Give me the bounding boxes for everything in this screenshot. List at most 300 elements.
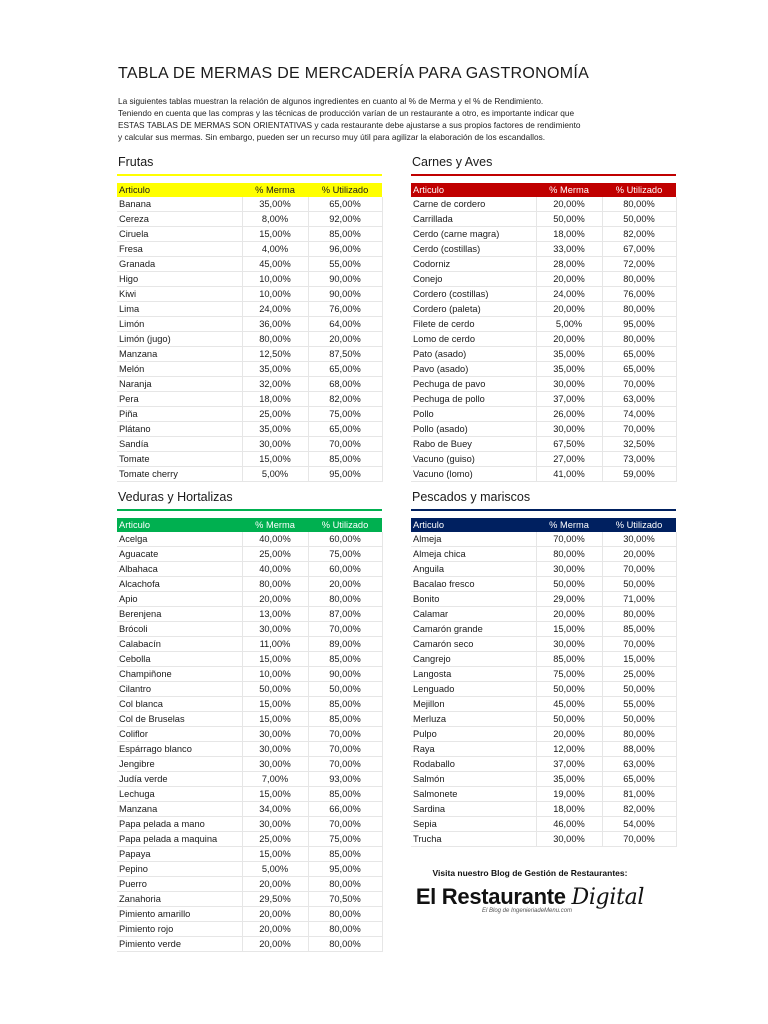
table-row — [117, 817, 382, 832]
table-row — [117, 577, 382, 592]
item-name: Cereza — [117, 212, 242, 227]
utilizado-value: 67,00% — [602, 242, 676, 257]
merma-value: 40,00% — [242, 562, 308, 577]
table-row — [117, 392, 382, 407]
section-underline — [411, 509, 676, 511]
item-name: Carne de cordero — [411, 197, 536, 212]
utilizado-value: 65,00% — [602, 772, 676, 787]
table-row — [411, 392, 676, 407]
item-name: Trucha — [411, 832, 536, 847]
table-header-row — [411, 183, 676, 197]
intro-line: Teniendo en cuenta que las compras y las técnicas de producción varían de un restaurante a otro, es importante indicar que — [118, 108, 575, 118]
item-name: Sandía — [117, 437, 242, 452]
merma-value: 24,00% — [536, 287, 602, 302]
table-row — [117, 377, 382, 392]
item-name: Conejo — [411, 272, 536, 287]
table-header-row — [117, 183, 382, 197]
utilizado-value: 70,50% — [308, 892, 382, 907]
item-name: Sardina — [411, 802, 536, 817]
table-row — [411, 652, 676, 667]
item-name: Papa pelada a mano — [117, 817, 242, 832]
column-header-merma: % Merma — [549, 185, 589, 195]
section-title: Pescados y mariscos — [412, 490, 531, 504]
table-row — [411, 562, 676, 577]
item-name: Rabo de Buey — [411, 437, 536, 452]
table-row — [117, 287, 382, 302]
item-name: Pollo (asado) — [411, 422, 536, 437]
item-name: Naranja — [117, 377, 242, 392]
table-row — [117, 892, 382, 907]
utilizado-value: 70,00% — [602, 832, 676, 847]
utilizado-value: 70,00% — [602, 377, 676, 392]
merma-value: 15,00% — [242, 712, 308, 727]
utilizado-value: 70,00% — [308, 742, 382, 757]
utilizado-value: 65,00% — [308, 362, 382, 377]
item-name: Acelga — [117, 532, 242, 547]
merma-value: 30,00% — [242, 757, 308, 772]
table-row — [411, 287, 676, 302]
utilizado-value: 95,00% — [308, 862, 382, 877]
merma-value: 18,00% — [242, 392, 308, 407]
section-title: Veduras y Hortalizas — [118, 490, 233, 504]
utilizado-value: 70,00% — [308, 622, 382, 637]
utilizado-value: 55,00% — [308, 257, 382, 272]
utilizado-value: 92,00% — [308, 212, 382, 227]
merma-value: 50,00% — [242, 682, 308, 697]
merma-value: 80,00% — [242, 332, 308, 347]
utilizado-value: 64,00% — [308, 317, 382, 332]
item-name: Banana — [117, 197, 242, 212]
table-row — [411, 302, 676, 317]
table-row — [117, 302, 382, 317]
merma-value: 30,00% — [242, 742, 308, 757]
column-header-merma: % Merma — [255, 185, 295, 195]
table-row — [117, 757, 382, 772]
brand-script: Digital — [571, 885, 645, 910]
column-header-merma: % Merma — [255, 520, 295, 530]
table-row — [117, 592, 382, 607]
table-row — [117, 532, 382, 547]
merma-value: 30,00% — [242, 437, 308, 452]
merma-value: 5,00% — [536, 317, 602, 332]
brand-subtitle: El Blog de IngenieriadeMenu.com — [482, 908, 573, 914]
item-name: Tomate cherry — [117, 467, 242, 482]
utilizado-value: 50,00% — [602, 577, 676, 592]
column-header-utilizado: % Utilizado — [321, 520, 369, 530]
table-row — [411, 637, 676, 652]
merma-value: 27,00% — [536, 452, 602, 467]
pescados-table — [411, 518, 677, 847]
utilizado-value: 80,00% — [308, 937, 382, 952]
utilizado-value: 76,00% — [308, 302, 382, 317]
item-name: Espárrago blanco — [117, 742, 242, 757]
item-name: Salmonete — [411, 787, 536, 802]
utilizado-value: 80,00% — [602, 727, 676, 742]
utilizado-value: 95,00% — [308, 467, 382, 482]
item-name: Lomo de cerdo — [411, 332, 536, 347]
table-row — [117, 787, 382, 802]
item-name: Vacuno (lomo) — [411, 467, 536, 482]
item-name: Calabacín — [117, 637, 242, 652]
utilizado-value: 87,00% — [308, 607, 382, 622]
item-name: Bacalao fresco — [411, 577, 536, 592]
utilizado-value: 82,00% — [602, 227, 676, 242]
merma-value: 35,00% — [242, 422, 308, 437]
merma-value: 50,00% — [536, 577, 602, 592]
table-row — [117, 547, 382, 562]
blog-promo — [410, 868, 650, 914]
utilizado-value: 30,00% — [602, 532, 676, 547]
item-name: Almeja chica — [411, 547, 536, 562]
merma-value: 40,00% — [242, 532, 308, 547]
item-name: Sepia — [411, 817, 536, 832]
merma-value: 20,00% — [242, 937, 308, 952]
item-name: Lechuga — [117, 787, 242, 802]
utilizado-value: 80,00% — [308, 907, 382, 922]
table-row — [117, 347, 382, 362]
column-header-articulo: Articulo — [119, 520, 151, 530]
utilizado-value: 80,00% — [602, 272, 676, 287]
merma-value: 36,00% — [242, 317, 308, 332]
item-name: Codorniz — [411, 257, 536, 272]
merma-value: 37,00% — [536, 392, 602, 407]
utilizado-value: 85,00% — [308, 227, 382, 242]
item-name: Fresa — [117, 242, 242, 257]
table-row — [411, 772, 676, 787]
item-name: Pulpo — [411, 727, 536, 742]
table-row — [117, 832, 382, 847]
merma-value: 30,00% — [536, 637, 602, 652]
merma-value: 5,00% — [242, 467, 308, 482]
item-name: Vacuno (guiso) — [411, 452, 536, 467]
intro-line: y calcular sus mermas. Sin embargo, pueden ser un recurso muy útil para agilizar la elaboración de los escandallos. — [118, 132, 546, 142]
table-row — [411, 532, 676, 547]
merma-value: 32,00% — [242, 377, 308, 392]
item-name: Cerdo (costillas) — [411, 242, 536, 257]
item-name: Albahaca — [117, 562, 242, 577]
merma-value: 45,00% — [242, 257, 308, 272]
utilizado-value: 63,00% — [602, 392, 676, 407]
frutas-table — [117, 183, 383, 482]
brand-name: El Restaurante — [415, 884, 566, 909]
section-underline — [117, 174, 382, 176]
utilizado-value: 80,00% — [602, 302, 676, 317]
utilizado-value: 32,50% — [602, 437, 676, 452]
merma-value: 50,00% — [536, 682, 602, 697]
table-row — [411, 697, 676, 712]
item-name: Kiwi — [117, 287, 242, 302]
item-name: Melón — [117, 362, 242, 377]
merma-value: 4,00% — [242, 242, 308, 257]
table-row — [411, 437, 676, 452]
merma-value: 25,00% — [242, 547, 308, 562]
merma-value: 41,00% — [536, 467, 602, 482]
table-row — [411, 452, 676, 467]
utilizado-value: 55,00% — [602, 697, 676, 712]
section-title: Frutas — [118, 155, 154, 169]
item-name: Pera — [117, 392, 242, 407]
merma-value: 10,00% — [242, 272, 308, 287]
table-row — [411, 332, 676, 347]
utilizado-value: 95,00% — [602, 317, 676, 332]
merma-value: 18,00% — [536, 802, 602, 817]
merma-value: 30,00% — [536, 377, 602, 392]
merma-value: 24,00% — [242, 302, 308, 317]
merma-value: 30,00% — [242, 622, 308, 637]
item-name: Puerro — [117, 877, 242, 892]
table-row — [411, 682, 676, 697]
utilizado-value: 50,00% — [602, 712, 676, 727]
promo-text: Visita nuestro Blog de Gestión de Restaurantes: — [432, 868, 628, 878]
item-name: Pimiento rojo — [117, 922, 242, 937]
table-row — [117, 877, 382, 892]
table-row — [117, 272, 382, 287]
table-row — [411, 272, 676, 287]
utilizado-value: 70,00% — [602, 562, 676, 577]
merma-value: 15,00% — [242, 227, 308, 242]
item-name: Alcachofa — [117, 577, 242, 592]
utilizado-value: 71,00% — [602, 592, 676, 607]
table-row — [117, 907, 382, 922]
carnes-table — [411, 183, 677, 482]
merma-value: 35,00% — [536, 362, 602, 377]
table-header-row — [411, 518, 676, 532]
item-name: Cordero (costillas) — [411, 287, 536, 302]
item-name: Manzana — [117, 347, 242, 362]
item-name: Pimiento amarillo — [117, 907, 242, 922]
table-row — [117, 727, 382, 742]
merma-value: 20,00% — [536, 727, 602, 742]
item-name: Rodaballo — [411, 757, 536, 772]
utilizado-value: 50,00% — [602, 212, 676, 227]
item-name: Papa pelada a maquina — [117, 832, 242, 847]
merma-value: 28,00% — [536, 257, 602, 272]
table-row — [411, 317, 676, 332]
table-row — [117, 362, 382, 377]
utilizado-value: 85,00% — [308, 787, 382, 802]
table-row — [411, 817, 676, 832]
item-name: Filete de cerdo — [411, 317, 536, 332]
item-name: Pato (asado) — [411, 347, 536, 362]
table-row — [117, 562, 382, 577]
table-row — [411, 592, 676, 607]
merma-value: 8,00% — [242, 212, 308, 227]
merma-value: 35,00% — [536, 347, 602, 362]
merma-value: 45,00% — [536, 697, 602, 712]
item-name: Almeja — [411, 532, 536, 547]
merma-value: 46,00% — [536, 817, 602, 832]
utilizado-value: 85,00% — [308, 712, 382, 727]
table-row — [117, 242, 382, 257]
utilizado-value: 50,00% — [602, 682, 676, 697]
item-name: Pollo — [411, 407, 536, 422]
table-row — [117, 197, 382, 212]
item-name: Tomate — [117, 452, 242, 467]
table-row — [117, 922, 382, 937]
table-row — [411, 607, 676, 622]
table-header-row — [117, 518, 382, 532]
utilizado-value: 66,00% — [308, 802, 382, 817]
intro-line: ESTAS TABLAS DE MERMAS SON ORIENTATIVAS y cada restaurante debe ajustarse a sus propios factores de rendimiento — [118, 120, 581, 130]
merma-value: 15,00% — [242, 452, 308, 467]
merma-value: 35,00% — [536, 772, 602, 787]
table-row — [117, 697, 382, 712]
merma-value: 15,00% — [242, 787, 308, 802]
column-header-utilizado: % Utilizado — [321, 185, 369, 195]
utilizado-value: 65,00% — [602, 347, 676, 362]
table-row — [117, 742, 382, 757]
table-row — [117, 682, 382, 697]
table-row — [411, 547, 676, 562]
table-row — [117, 317, 382, 332]
item-name: Apio — [117, 592, 242, 607]
utilizado-value: 81,00% — [602, 787, 676, 802]
item-name: Jengibre — [117, 757, 242, 772]
merma-value: 50,00% — [536, 212, 602, 227]
utilizado-value: 75,00% — [308, 407, 382, 422]
utilizado-value: 59,00% — [602, 467, 676, 482]
utilizado-value: 70,00% — [602, 637, 676, 652]
table-row — [411, 407, 676, 422]
table-row — [117, 257, 382, 272]
item-name: Col de Bruselas — [117, 712, 242, 727]
utilizado-value: 65,00% — [308, 197, 382, 212]
carnes-section — [411, 155, 676, 482]
utilizado-value: 70,00% — [308, 757, 382, 772]
merma-value: 30,00% — [242, 727, 308, 742]
table-row — [411, 832, 676, 847]
merma-value: 20,00% — [536, 332, 602, 347]
table-row — [117, 452, 382, 467]
column-header-utilizado: % Utilizado — [615, 520, 663, 530]
utilizado-value: 25,00% — [602, 667, 676, 682]
table-row — [117, 437, 382, 452]
merma-value: 35,00% — [242, 362, 308, 377]
table-row — [117, 332, 382, 347]
utilizado-value: 60,00% — [308, 532, 382, 547]
table-row — [411, 377, 676, 392]
utilizado-value: 65,00% — [602, 362, 676, 377]
utilizado-value: 15,00% — [602, 652, 676, 667]
item-name: Limón — [117, 317, 242, 332]
merma-value: 34,00% — [242, 802, 308, 817]
merma-value: 25,00% — [242, 832, 308, 847]
table-row — [117, 847, 382, 862]
merma-value: 10,00% — [242, 287, 308, 302]
utilizado-value: 85,00% — [308, 697, 382, 712]
merma-value: 19,00% — [536, 787, 602, 802]
utilizado-value: 73,00% — [602, 452, 676, 467]
item-name: Coliflor — [117, 727, 242, 742]
item-name: Aguacate — [117, 547, 242, 562]
utilizado-value: 20,00% — [602, 547, 676, 562]
verduras-section — [117, 490, 382, 952]
column-header-articulo: Articulo — [413, 185, 445, 195]
item-name: Raya — [411, 742, 536, 757]
utilizado-value: 85,00% — [602, 622, 676, 637]
utilizado-value: 60,00% — [308, 562, 382, 577]
table-row — [117, 212, 382, 227]
utilizado-value: 20,00% — [308, 577, 382, 592]
item-name: Manzana — [117, 802, 242, 817]
table-row — [411, 667, 676, 682]
table-row — [117, 622, 382, 637]
merma-value: 13,00% — [242, 607, 308, 622]
column-header-merma: % Merma — [549, 520, 589, 530]
table-row — [411, 227, 676, 242]
section-underline — [117, 509, 382, 511]
item-name: Champiñone — [117, 667, 242, 682]
item-name: Pepino — [117, 862, 242, 877]
utilizado-value: 20,00% — [308, 332, 382, 347]
item-name: Pechuga de pavo — [411, 377, 536, 392]
merma-value: 75,00% — [536, 667, 602, 682]
merma-value: 20,00% — [242, 907, 308, 922]
brand-logo[interactable] — [410, 884, 650, 910]
item-name: Pavo (asado) — [411, 362, 536, 377]
table-row — [117, 227, 382, 242]
utilizado-value: 70,00% — [308, 727, 382, 742]
utilizado-value: 85,00% — [308, 652, 382, 667]
table-row — [411, 727, 676, 742]
item-name: Berenjena — [117, 607, 242, 622]
item-name: Camarón grande — [411, 622, 536, 637]
item-name: Ciruela — [117, 227, 242, 242]
utilizado-value: 93,00% — [308, 772, 382, 787]
utilizado-value: 76,00% — [602, 287, 676, 302]
merma-value: 25,00% — [242, 407, 308, 422]
intro-line: La siguientes tablas muestran la relación de algunos ingredientes en cuanto al % de Merma y el % de Rendimiento. — [118, 96, 544, 106]
merma-value: 20,00% — [536, 607, 602, 622]
merma-value: 67,50% — [536, 437, 602, 452]
merma-value: 29,50% — [242, 892, 308, 907]
item-name: Cerdo (carne magra) — [411, 227, 536, 242]
utilizado-value: 87,50% — [308, 347, 382, 362]
item-name: Cangrejo — [411, 652, 536, 667]
item-name: Lenguado — [411, 682, 536, 697]
table-row — [117, 607, 382, 622]
utilizado-value: 65,00% — [308, 422, 382, 437]
item-name: Papaya — [117, 847, 242, 862]
table-row — [117, 802, 382, 817]
merma-value: 35,00% — [242, 197, 308, 212]
merma-value: 15,00% — [242, 652, 308, 667]
item-name: Judía verde — [117, 772, 242, 787]
merma-value: 20,00% — [242, 877, 308, 892]
merma-value: 7,00% — [242, 772, 308, 787]
table-row — [411, 467, 676, 482]
item-name: Pechuga de pollo — [411, 392, 536, 407]
item-name: Col blanca — [117, 697, 242, 712]
merma-value: 85,00% — [536, 652, 602, 667]
item-name: Merluza — [411, 712, 536, 727]
table-row — [117, 772, 382, 787]
utilizado-value: 74,00% — [602, 407, 676, 422]
table-row — [411, 622, 676, 637]
utilizado-value: 63,00% — [602, 757, 676, 772]
table-row — [411, 212, 676, 227]
table-row — [411, 802, 676, 817]
item-name: Mejillon — [411, 697, 536, 712]
table-row — [117, 667, 382, 682]
table-row — [411, 787, 676, 802]
item-name: Bonito — [411, 592, 536, 607]
item-name: Anguila — [411, 562, 536, 577]
item-name: Plátano — [117, 422, 242, 437]
table-row — [117, 467, 382, 482]
pescados-section — [411, 490, 676, 847]
item-name: Cebolla — [117, 652, 242, 667]
